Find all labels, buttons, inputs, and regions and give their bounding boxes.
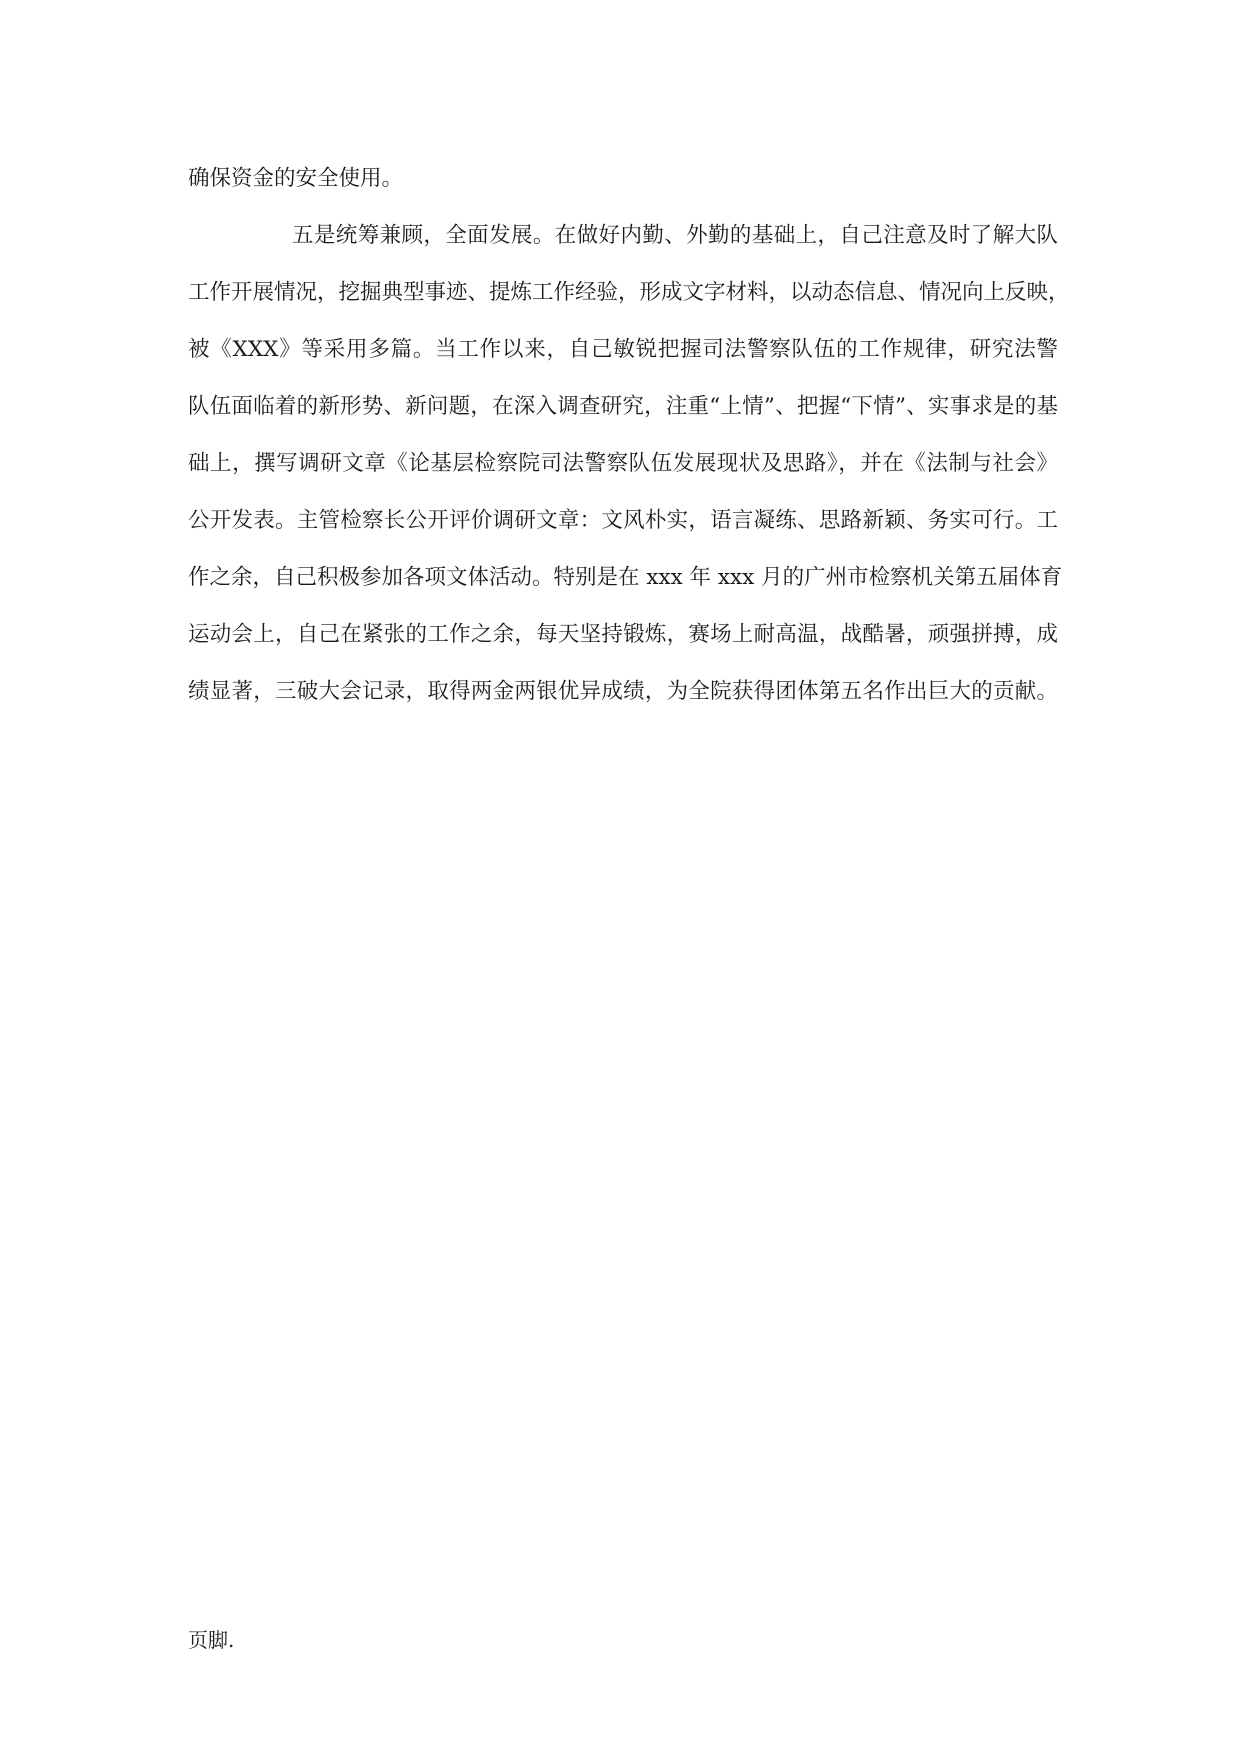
paragraph-line: 绩显著，三破大会记录，取得两金两银优异成绩，为全院获得团体第五名作出巨大的贡献。 [188,679,1058,704]
paragraph-line: 础上，撰写调研文章《论基层检察院司法警察队伍发展现状及思路》，并在《法制与社会》 [188,451,1058,476]
paragraph-line: 确保资金的安全使用。 [188,166,404,191]
paragraph-line: 运动会上，自己在紧张的工作之余，每天坚持锻炼，赛场上耐高温，战酷暑，顽强拼搏，成 [188,622,1058,647]
paragraph-line: 作之余，自己积极参加各项文体活动。特别是在 xxx 年 xxx 月的广州市检察机关第五届体育 [188,565,1063,590]
paragraph-line: 被《XXX》等采用多篇。当工作以来，自己敏锐把握司法警察队伍的工作规律，研究法警 [188,337,1058,362]
paragraph-line: 五是统筹兼顾，全面发展。在做好内勤、外勤的基础上，自己注意及时了解大队 [292,223,1058,248]
paragraph-line: 工作开展情况，挖掘典型事迹、提炼工作经验，形成文字材料，以动态信息、情况向上反映， [188,280,1070,305]
paragraph-line: 公开发表。主管检察长公开评价调研文章：文风朴实，语言凝练、思路新颖、务实可行。工 [188,508,1058,533]
paragraph-line: 队伍面临着的新形势、新问题，在深入调查研究，注重“上情”、把握“下情”、实事求是的基 [188,394,1058,419]
page-footer: 页脚. [188,1628,235,1652]
